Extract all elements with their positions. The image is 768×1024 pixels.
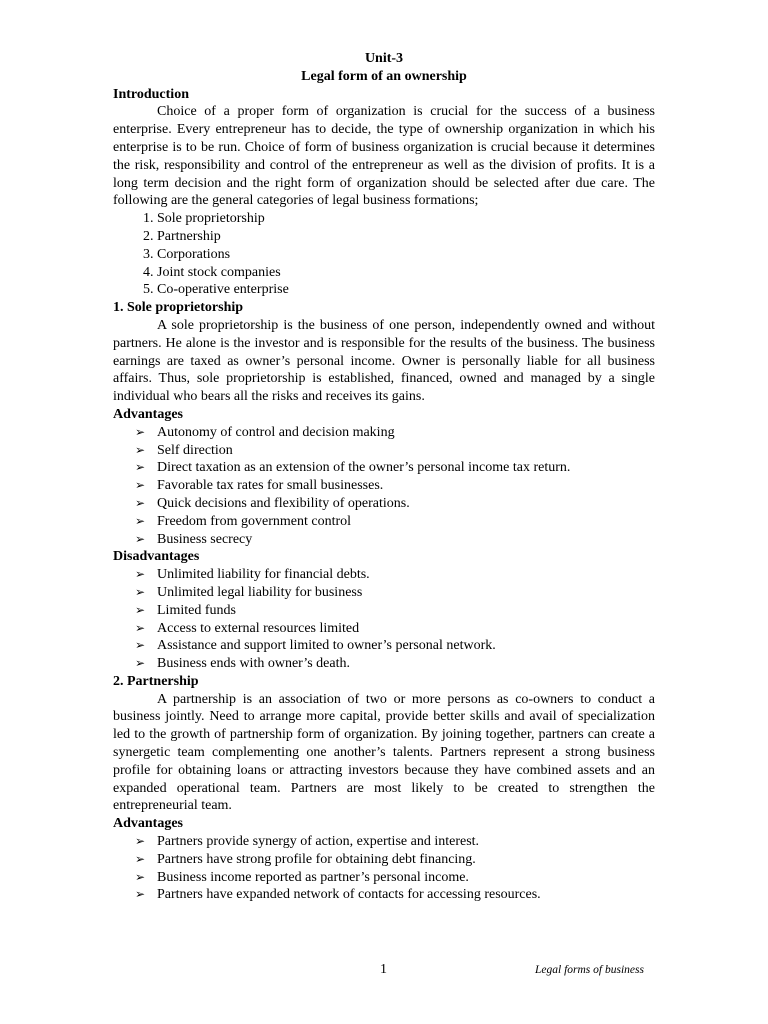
arrow-bullet-icon: ➢ <box>135 478 146 493</box>
arrow-bullet-icon: ➢ <box>135 531 146 546</box>
page-number: 1 <box>380 962 387 977</box>
arrow-bullet-icon: ➢ <box>135 869 146 884</box>
legal-forms-list <box>113 210 655 299</box>
list-item: ➢ Partners provide synergy of action, expertise and interest. <box>135 834 480 850</box>
list-item: ➢ Quick decisions and flexibility of operations. <box>135 495 410 511</box>
arrow-bullet-icon: ➢ <box>135 442 146 457</box>
sole-disadvantages-heading: Disadvantages <box>113 549 200 565</box>
arrow-bullet-icon: ➢ <box>135 638 146 653</box>
partnership-heading: 2. Partnership <box>113 673 199 689</box>
partnership-paragraph: A partnership is an association of two or more persons as co-owners to conduct a business jointly. Need to arrange more capital, provide better skills and avail of specialization led to the growth of partnership form of organization. By joining together, partners can create a synergetic team complementing one another’s talents. Partners represent a strong business profile for obtaining loans or attracting investors because they have combined assets and an expanded operational team. Partners are most likely to be created to strengthen the entrepreneurial team. <box>113 691 655 814</box>
list-item: ➢ Access to external resources limited <box>135 620 360 636</box>
arrow-bullet-icon: ➢ <box>135 584 146 599</box>
intro-heading: Introduction <box>113 86 189 102</box>
sole-proprietorship-heading: 1. Sole proprietorship <box>113 300 244 316</box>
arrow-bullet-icon: ➢ <box>135 460 146 475</box>
list-item: ➢ Freedom from government control <box>135 513 352 529</box>
document-subtitle: Legal form of an ownership <box>301 68 467 84</box>
list-item: ➢ Business secrecy <box>135 531 253 547</box>
arrow-bullet-icon: ➢ <box>135 887 146 902</box>
list-item: ➢ Favorable tax rates for small businesses. <box>135 478 384 494</box>
arrow-bullet-icon: ➢ <box>135 620 146 635</box>
list-item: ➢ Business ends with owner’s death. <box>135 656 350 672</box>
list-item: ➢ Unlimited legal liability for business <box>135 584 363 600</box>
sole-advantages-heading: Advantages <box>113 406 184 422</box>
sole-advantages-list <box>113 424 655 549</box>
sole-disadvantages-list <box>113 566 655 673</box>
list-item: 4. Joint stock companies <box>157 264 655 282</box>
sole-proprietorship-paragraph: A sole proprietorship is the business of one person, independently owned and without partners. He alone is the investor and is responsible for the results of the business. The business earnings are taxed as owner’s personal income. Owner is personally liable for all business affairs. Thus, sole proprietorship is established, financed, owned and managed by a single individual who bears all the risks and receives its gains. <box>113 317 655 405</box>
list-item: ➢ Partners have strong profile for obtaining debt financing. <box>135 851 476 867</box>
document-page <box>113 50 655 904</box>
arrow-bullet-icon: ➢ <box>135 495 146 510</box>
partnership-advantages-list <box>113 833 655 904</box>
list-item: ➢ Unlimited liability for financial debts. <box>135 567 370 583</box>
arrow-bullet-icon: ➢ <box>135 602 146 617</box>
list-item: 5. Co-operative enterprise <box>157 281 655 299</box>
list-item: ➢ Partners have expanded network of contacts for accessing resources. <box>135 887 541 903</box>
intro-paragraph: Choice of a proper form of organization is crucial for the success of a business enterprise. Every entrepreneur has to decide, the type of ownership organization in which his enterprise is to be run. Choice of form of business organization is crucial because it determines the risk, responsibility and control of the entrepreneur as well as the division of profits. It is a long term decision and the right form of organization should be selected after due care. The following are the general categories of legal business formations; <box>113 104 655 209</box>
arrow-bullet-icon: ➢ <box>135 567 146 582</box>
list-item: ➢ Limited funds <box>135 602 236 618</box>
list-item: ➢ Self direction <box>135 442 233 458</box>
list-item: 1. Sole proprietorship <box>157 210 655 228</box>
arrow-bullet-icon: ➢ <box>135 513 146 528</box>
list-item: 3. Corporations <box>157 246 655 264</box>
arrow-bullet-icon: ➢ <box>135 851 146 866</box>
list-item: 2. Partnership <box>157 228 655 246</box>
list-item: ➢ Direct taxation as an extension of the owner’s personal income tax return. <box>135 460 571 476</box>
footer-document-title: Legal forms of business <box>535 964 644 976</box>
arrow-bullet-icon: ➢ <box>135 424 146 439</box>
partnership-advantages-heading: Advantages <box>113 816 184 832</box>
arrow-bullet-icon: ➢ <box>135 656 146 671</box>
arrow-bullet-icon: ➢ <box>135 834 146 849</box>
unit-title: Unit-3 <box>364 51 404 66</box>
list-item: ➢ Assistance and support limited to owner’s personal network. <box>135 638 496 654</box>
list-item: ➢ Business income reported as partner’s personal income. <box>135 869 469 885</box>
list-item: ➢ Autonomy of control and decision making <box>135 424 395 440</box>
